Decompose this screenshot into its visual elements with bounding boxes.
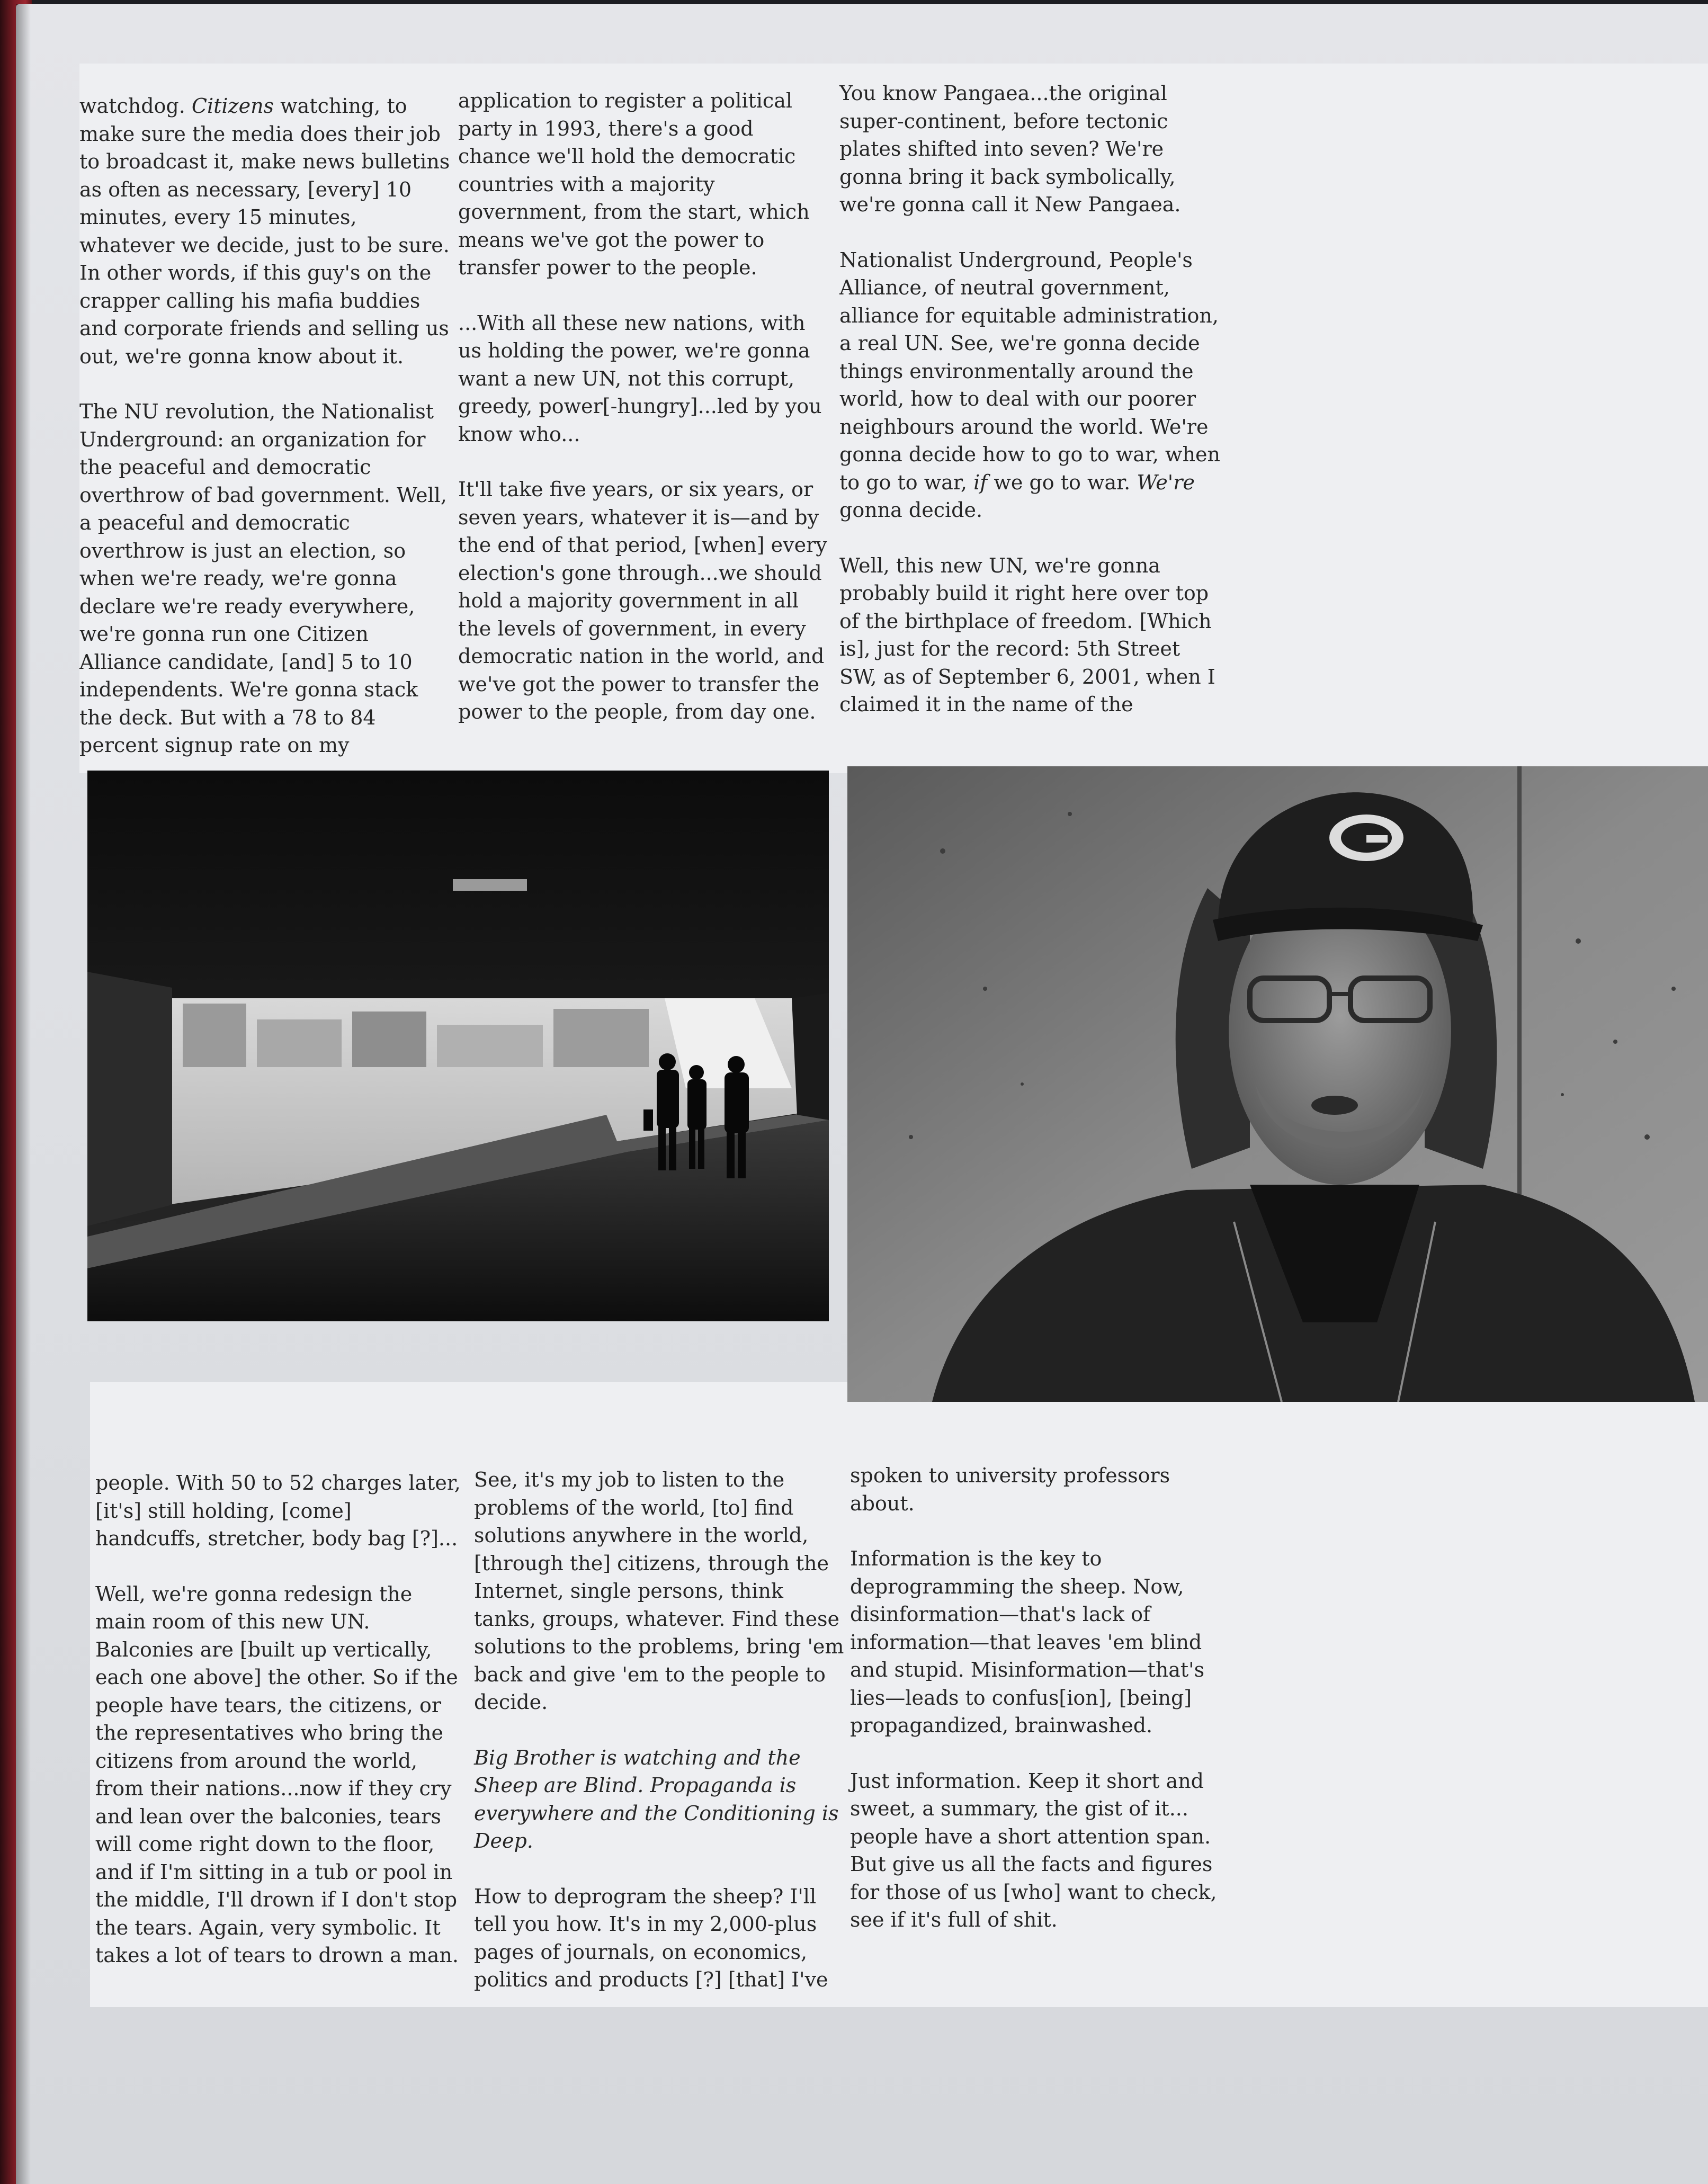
text-run: Well, we're gonna redesign the main room of this new UN. Balconies are [built up vertically, each one above] the other. So if the people have tears, the citizens, or the representatives who bring the citizens from around the world, from their nations...now if they cry and lean over the balconies, tears will come right down to the floor, and if I'm sitting in a tub or pool in the middle, I'll drown if I don't stop the tears. Again, very symbolic. It takes a lot of tears to drown a man. bbox=[95, 1582, 459, 1967]
paragraph bbox=[95, 1580, 461, 1970]
text-run: Well, this new UN, we're gonna probably build it right here over top of the birthplace of freedom. [Which is], just for the record: 5th Street SW, as of September 6, 2001, when I claimed it in the name of the bbox=[839, 553, 1215, 716]
text-run: watching, to make sure the media does their job to broadcast it, make news bulletins as often as necessary, [every] 10 minutes, every 15 minutes, whatever we decide, just to be sure. In other words, if this guy's on the crapper calling his mafia buddies and corporate friends and selling us out, we're gonna know about it. bbox=[79, 94, 450, 368]
text-run: ...With all these new nations, with us holding the power, we're gonna want a new UN, not this corrupt, greedy, power[-hungry]...led by you know who... bbox=[458, 311, 822, 446]
paragraph bbox=[474, 1744, 845, 1855]
paragraph bbox=[458, 476, 829, 726]
text-run: Information is the key to deprogramming the sheep. Now, disinformation—that's lack of information—that leaves 'em blind and stupid. Misinformation—that's lies—leads to confus[ion], [being] propagandized, brainwashed. bbox=[850, 1547, 1205, 1737]
text-run: See, it's my job to listen to the problems of the world, [to] find solutions anywhere in the world, [through the] citizens, through the Internet, single persons, think tanks, groups, whatever. Find these solutions to the problems, bring 'em back and give 'em to the people to decide. bbox=[474, 1468, 844, 1714]
text-column-top-2 bbox=[458, 87, 829, 726]
text-run: It'll take five years, or six years, or seven years, whatever it is—and by the end of that period, [when] every election's gone through...we should hold a majority government in all the levels of government, in every democratic nation in the world, and we've got the power to transfer the power to the people, from day one. bbox=[458, 478, 827, 723]
paragraph bbox=[458, 309, 829, 449]
text-column-bottom-3 bbox=[850, 1462, 1231, 1934]
portrait-photo-graphic bbox=[847, 766, 1708, 1402]
text-column-bottom-2 bbox=[474, 1466, 845, 1994]
text-column-bottom-1 bbox=[95, 1469, 461, 1970]
text-run: Nationalist Underground, People's Alliance, of neutral government, alliance for equitable administration, a real UN. See, we're gonna decide things environmentally around the world, how to deal with our poorer neighbours around the world. We're gonna decide how to go to war, when to go to war, bbox=[839, 248, 1221, 494]
paragraph bbox=[95, 1469, 461, 1553]
text-run-italic: Citizens bbox=[191, 94, 274, 118]
paragraph bbox=[839, 552, 1221, 719]
text-column-top-3 bbox=[839, 79, 1221, 719]
paragraph bbox=[839, 79, 1221, 219]
text-run: we go to war. bbox=[987, 470, 1137, 494]
paragraph bbox=[850, 1767, 1231, 1934]
paragraph bbox=[79, 398, 450, 759]
text-run: Just information. Keep it short and sweet, a summary, the gist of it... people have a short attention span. But give us all the facts and figures for those of us [who] want to check, see if it's full of shit. bbox=[850, 1769, 1217, 1931]
text-run-italic: Big Brother is watching and the Sheep are Blind. Propaganda is everywhere and the Conditioning is Deep. bbox=[474, 1746, 839, 1852]
paragraph bbox=[79, 92, 450, 370]
paragraph bbox=[850, 1545, 1231, 1740]
paragraph bbox=[850, 1462, 1231, 1517]
text-run-italic: We're bbox=[1137, 470, 1195, 494]
underpass-photo bbox=[87, 771, 829, 1321]
text-run: The NU revolution, the Nationalist Underground: an organization for the peaceful and democratic overthrow of bad government. Well, a peaceful and democratic overthrow is just an election, so when we're ready, we're gonna declare we're ready everywhere, we're gonna run one Citizen Alliance candidate, [and] 5 to 10 independents. We're gonna stack the deck. But with a 78 to 84 percent signup rate on my bbox=[79, 400, 447, 757]
paragraph bbox=[458, 87, 829, 282]
text-column-top-1 bbox=[79, 92, 450, 759]
text-run: spoken to university professors about. bbox=[850, 1464, 1170, 1515]
portrait-photo bbox=[847, 766, 1708, 1402]
paragraph bbox=[474, 1883, 845, 1994]
gutter-shadow bbox=[16, 4, 31, 2184]
underpass-photo-graphic bbox=[87, 771, 829, 1321]
paragraph bbox=[839, 246, 1221, 524]
text-run: application to register a political party in 1993, there's a good chance we'll hold the democratic countries with a majority government, from the start, which means we've got the power to transfer power to the people. bbox=[458, 89, 810, 279]
text-run: How to deprogram the sheep? I'll tell you how. It's in my 2,000-plus pages of journals, on economics, politics and products [?] [that] I've bbox=[474, 1884, 828, 1991]
paragraph bbox=[474, 1466, 845, 1716]
text-run: You know Pangaea...the original super-continent, before tectonic plates shifted into seven? We're gonna bring it back symbolically, we're gonna call it New Pangaea. bbox=[839, 82, 1181, 216]
text-run: gonna decide. bbox=[839, 498, 983, 522]
text-run: watchdog. bbox=[79, 94, 192, 118]
text-run: people. With 50 to 52 charges later, [it's] still holding, [come] handcuffs, stretcher, body bag [?]... bbox=[95, 1471, 461, 1550]
text-run-italic: if bbox=[973, 470, 988, 494]
